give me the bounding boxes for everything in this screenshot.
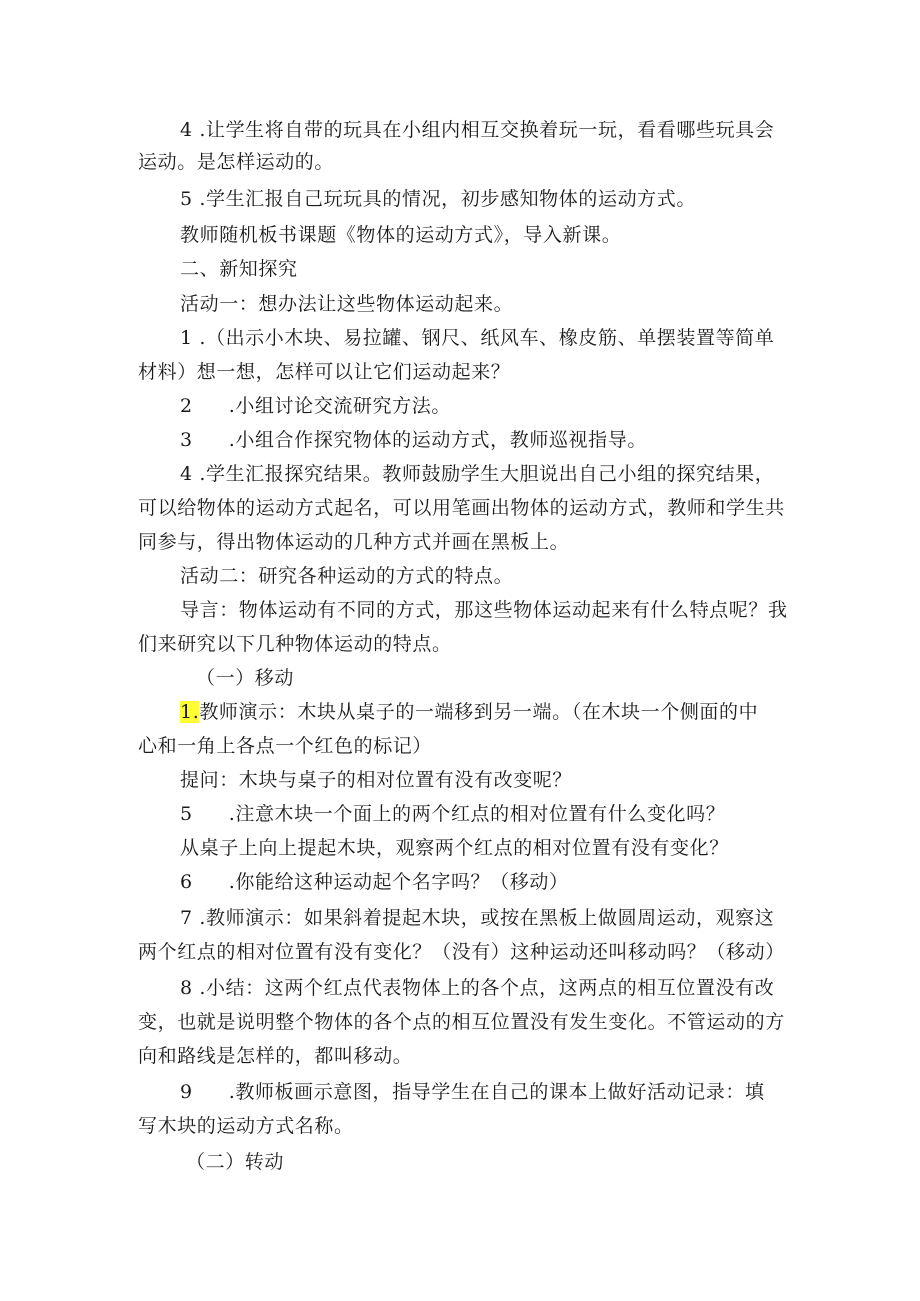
item-text: .注意木块一个面上的两个红点的相对位置有什么变化吗？ <box>228 803 726 825</box>
paragraph-line: 两个红点的相对位置有没有变化？（没有）这种运动还叫移动吗？（移动） <box>138 941 785 963</box>
paragraph-line: 教师随机板书课题《物体的运动方式》，导入新课。 <box>180 224 622 246</box>
item-number: 6 <box>180 871 193 893</box>
activity-heading: 活动二：研究各种运动的方式的特点。 <box>180 565 514 587</box>
paragraph-line: 4 .学生汇报探究结果。教师鼓励学生大胆说出自己小组的探究结果， <box>180 463 775 485</box>
paragraph-line: 从桌子上向上提起木块，观察两个红点的相对位置有没有变化？ <box>180 837 729 859</box>
paragraph-line: 7 .教师演示：如果斜着提起木块，或按在黑板上做圆周运动，观察这 <box>180 907 775 929</box>
paragraph-line: 向和路线是怎样的，都叫移动。 <box>138 1045 413 1067</box>
activity-heading: 活动一：想办法让这些物体运动起来。 <box>180 293 514 315</box>
item-number: 2 <box>180 395 193 417</box>
item-number: 5 <box>180 803 193 825</box>
paragraph-line: 运动。是怎样运动的。 <box>138 151 335 173</box>
paragraph-line: 同参与，得出物体运动的几种方式并画在黑板上。 <box>138 531 570 553</box>
subsection-heading: （一）移动 <box>196 667 295 689</box>
numbered-item <box>180 428 647 452</box>
item-number: 3 <box>180 429 193 451</box>
paragraph-line: 4 .让学生将自带的玩具在小组内相互交换着玩一玩，看看哪些玩具会 <box>180 119 775 141</box>
item-text: .小组合作探究物体的运动方式，教师巡视指导。 <box>228 429 647 451</box>
paragraph-line: 们来研究以下几种物体运动的特点。 <box>138 633 452 655</box>
item-text: .小组讨论交流研究方法。 <box>228 395 451 417</box>
paragraph-line: 1 .（出示小木块、易拉罐、钢尺、纸风车、橡皮筋、单摆装置等简单 <box>180 327 775 349</box>
paragraph-line: 8 .小结：这两个红点代表物体上的各个点，这两点的相互位置没有改 <box>180 977 775 999</box>
paragraph-line: 导言：物体运动有不同的方式，那这些物体运动起来有什么特点呢？我 <box>180 599 788 621</box>
item-text: .教师板画示意图，指导学生在自己的课本上做好活动记录：填 <box>228 1081 765 1103</box>
paragraph-line: 心和一角上各点一个红色的标记） <box>138 735 433 757</box>
item-number: 9 <box>180 1081 193 1103</box>
numbered-item <box>180 700 758 724</box>
paragraph-line: 提问：木块与桌子的相对位置有没有改变呢？ <box>180 769 573 791</box>
subsection-heading: （二）转动 <box>186 1151 285 1173</box>
numbered-item <box>180 1080 765 1104</box>
numbered-item <box>180 394 451 418</box>
numbered-item <box>180 870 569 894</box>
paragraph-line: 材料）想一想，怎样可以让它们运动起来？ <box>138 361 511 383</box>
item-text: 教师演示：木块从桌子的一端移到另一端。（在木块一个侧面的中 <box>199 701 759 723</box>
paragraph-line: 5 .学生汇报自己玩玩具的情况，初步感知物体的运动方式。 <box>180 188 696 210</box>
numbered-item <box>180 802 725 826</box>
section-heading: 二、新知探究 <box>180 258 298 280</box>
paragraph-line: 变，也就是说明整个物体的各个点的相互位置没有发生变化。不管运动的方 <box>138 1011 785 1033</box>
item-text: .你能给这种运动起个名字吗？（移动） <box>228 871 569 893</box>
highlighted-number: 1. <box>180 701 200 723</box>
paragraph-line: 写木块的运动方式名称。 <box>138 1115 354 1137</box>
paragraph-line: 可以给物体的运动方式起名，可以用笔画出物体的运动方式，教师和学生共 <box>138 497 785 519</box>
